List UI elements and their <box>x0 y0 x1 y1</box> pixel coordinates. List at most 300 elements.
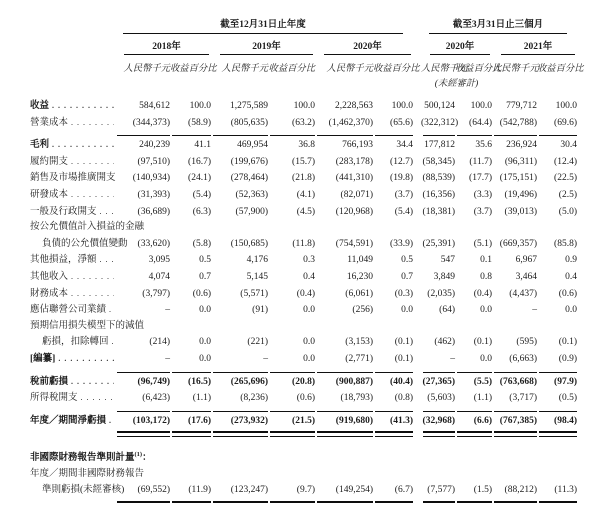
value-cell: 500,124 <box>424 101 455 111</box>
row-label-line <box>30 286 115 303</box>
percent-cell: 100.0 <box>391 101 413 111</box>
value-cell: (256) <box>352 305 373 316</box>
table-row <box>30 390 577 407</box>
row-label <box>30 154 115 171</box>
row-label-text: 稅前虧損 <box>30 376 69 387</box>
year-header: 2021年 <box>501 38 575 55</box>
percent-cell: (0.6) <box>558 288 577 299</box>
column-rule <box>457 368 492 373</box>
row-label <box>30 204 115 221</box>
value-cell: 469,954 <box>237 140 268 151</box>
unit-label: 人民幣千元 <box>421 64 468 74</box>
dot-leader <box>81 390 114 407</box>
value-cell: 177,812 <box>424 140 455 151</box>
percent-cell: (11.7) <box>469 156 492 167</box>
value-cell: (278,464) <box>230 173 268 184</box>
table-row <box>30 302 577 319</box>
row-label-text: 所得稅開支 <box>30 393 78 404</box>
row-label <box>30 351 115 368</box>
value-cell: (97,510) <box>137 156 170 167</box>
percent-cell: 0.0 <box>199 353 211 364</box>
column-rule <box>539 368 577 373</box>
value-cell: (441,310) <box>335 173 373 184</box>
rule-row <box>30 429 577 439</box>
section-heading-text: 非國際財務報告準則計量 <box>30 453 135 464</box>
value-cell: (221) <box>247 337 268 348</box>
percent-cell: (0.1) <box>394 353 413 364</box>
value-cell: (595) <box>516 337 537 348</box>
value-cell: (900,887) <box>335 376 373 387</box>
row-label-line <box>30 98 115 115</box>
table-header-groups <box>30 16 577 34</box>
percent-cell: 41.1 <box>194 140 211 151</box>
percent-cell: (17.7) <box>469 173 492 184</box>
pct-label: 收益百分比 <box>455 64 502 74</box>
table-row <box>30 204 577 221</box>
row-label-line <box>30 204 115 221</box>
percent-cell: 0.0 <box>401 305 413 316</box>
value-cell: 4,074 <box>148 271 170 282</box>
column-rule <box>270 131 315 136</box>
value-cell: 1,275,589 <box>230 101 268 111</box>
value-cell: (754,591) <box>335 238 373 249</box>
percent-cell: (5.4) <box>192 189 211 200</box>
dot-leader <box>71 115 114 132</box>
percent-cell: (85.8) <box>554 238 577 249</box>
row-label-text: 履約開支 <box>30 156 69 167</box>
table-row <box>30 170 577 187</box>
table-row <box>30 319 577 351</box>
row-label <box>30 252 115 269</box>
value-cell: (265,696) <box>230 376 268 387</box>
percent-cell: (0.5) <box>558 393 577 404</box>
percent-cell: (6.6) <box>473 415 492 426</box>
row-label-text: 準則虧損(未經審核) <box>42 485 125 496</box>
column-rule <box>117 131 170 136</box>
table-row <box>30 220 577 252</box>
value-cell: (91) <box>252 305 268 316</box>
column-rule <box>423 368 455 373</box>
row-label-text: 營業成本 <box>30 117 69 128</box>
row-label <box>30 390 115 407</box>
unit-label: 人民幣千元 <box>221 64 268 74</box>
value-cell: 3,095 <box>148 255 170 266</box>
percent-cell: 0.0 <box>303 337 315 348</box>
value-cell: – <box>165 305 170 316</box>
percent-cell: 0.8 <box>480 271 492 282</box>
value-cell: (64) <box>439 305 455 316</box>
percent-cell: (3.7) <box>473 206 492 217</box>
value-cell: (27,365) <box>422 376 455 387</box>
value-cell: 766,193 <box>342 140 373 151</box>
value-cell: (3,153) <box>345 337 373 348</box>
table-header-note <box>30 75 577 89</box>
column-rule <box>457 501 492 505</box>
value-cell: 6,967 <box>515 255 537 266</box>
value-cell: – <box>165 353 170 364</box>
pct-label: 收益百分比 <box>537 64 584 74</box>
table-row <box>30 98 577 115</box>
value-cell: (7,577) <box>427 485 455 496</box>
column-rule <box>270 431 315 437</box>
percent-cell: (21.8) <box>292 173 315 184</box>
column-rule <box>375 407 413 412</box>
row-label-text: 年度／期間淨虧損 <box>30 415 107 426</box>
percent-cell: (19.8) <box>390 173 413 184</box>
value-cell: (805,635) <box>230 117 268 128</box>
value-cell: (33,620) <box>137 238 170 249</box>
percent-cell: (64.4) <box>469 117 492 128</box>
column-rule <box>270 501 315 505</box>
percent-cell: (33.9) <box>390 238 413 249</box>
percent-cell: (11.8) <box>292 238 315 249</box>
percent-cell: 0.3 <box>303 255 315 266</box>
percent-cell: 0.0 <box>565 305 577 316</box>
percent-cell: (5.8) <box>192 238 211 249</box>
row-label-line <box>30 302 115 319</box>
table-row <box>30 374 577 391</box>
value-cell: (3,717) <box>509 393 537 404</box>
value-cell: (88,539) <box>422 173 455 184</box>
value-cell: (18,381) <box>422 206 455 217</box>
year-header: 2020年 <box>430 38 490 55</box>
value-cell: (19,496) <box>504 189 537 200</box>
value-cell: (767,385) <box>499 415 537 426</box>
percent-cell: (6.7) <box>394 485 413 496</box>
row-label-line <box>30 413 115 430</box>
percent-cell: (24.1) <box>188 173 211 184</box>
value-cell: (283,178) <box>335 156 373 167</box>
column-rule <box>317 431 373 437</box>
percent-cell: (0.4) <box>296 288 315 299</box>
percent-cell: (1.5) <box>473 485 492 496</box>
percent-cell: (0.1) <box>473 337 492 348</box>
column-rule <box>494 407 537 412</box>
value-cell: 16,230 <box>346 271 373 282</box>
percent-cell: (3.3) <box>473 189 492 200</box>
column-rule <box>494 131 537 136</box>
value-cell: (123,247) <box>230 485 268 496</box>
table-row <box>30 413 577 430</box>
percent-cell: 34.4 <box>396 140 413 151</box>
unit-label: 人民幣千元 <box>326 64 373 74</box>
row-label-line <box>30 115 115 132</box>
column-rule <box>375 368 413 373</box>
percent-cell: 0.0 <box>480 353 492 364</box>
row-label-line2 <box>30 482 125 499</box>
value-cell: 547 <box>440 255 455 266</box>
value-cell: (214) <box>149 337 170 348</box>
column-rule <box>375 431 413 437</box>
table-header-years <box>30 38 577 55</box>
table-header-units <box>30 60 584 74</box>
percent-cell: (9.7) <box>296 485 315 496</box>
value-cell: (32,968) <box>422 415 455 426</box>
row-label-text: 收益 <box>30 101 50 111</box>
row-label-text: 虧損，扣除轉回 <box>42 337 109 348</box>
column-rule <box>213 501 268 505</box>
section-heading-colon: ： <box>142 453 152 464</box>
value-cell: (88,212) <box>504 485 537 496</box>
percent-cell: (0.9) <box>558 353 577 364</box>
dot-leader <box>71 269 114 286</box>
row-label-line2 <box>30 334 115 351</box>
row-label-line1: 按公允價值計入損益的金融 <box>30 222 145 233</box>
row-label-line <box>30 137 115 154</box>
percent-cell: (16.7) <box>188 156 211 167</box>
dot-leader <box>52 137 114 154</box>
percent-cell: (16.5) <box>188 376 211 387</box>
percent-cell: (41.3) <box>390 415 413 426</box>
value-cell: – <box>532 305 537 316</box>
value-cell: (36,689) <box>137 206 170 217</box>
column-rule <box>213 431 268 437</box>
percent-cell: (15.7) <box>292 156 315 167</box>
percent-cell: (4.5) <box>296 206 315 217</box>
row-label <box>30 286 115 303</box>
percent-cell: (58.9) <box>188 117 211 128</box>
percent-cell: (0.4) <box>473 288 492 299</box>
percent-cell: 0.0 <box>199 337 211 348</box>
unit-label: 人民幣千元 <box>492 64 539 74</box>
table-row <box>30 351 577 368</box>
percent-cell: 100.0 <box>470 101 492 111</box>
row-label-text: 一般及行政開支 <box>30 206 97 217</box>
column-rule <box>423 131 455 136</box>
column-rule <box>117 431 170 437</box>
table-row <box>30 467 577 499</box>
row-label-text: 其他損益，淨額 <box>30 255 97 266</box>
column-rule <box>539 431 577 437</box>
row-label-line <box>30 269 115 286</box>
row-label <box>30 467 145 499</box>
pct-label: 收益百分比 <box>268 64 315 74</box>
year-header: 2018年 <box>124 38 209 55</box>
percent-cell: 100.0 <box>189 101 211 111</box>
row-label <box>30 170 115 187</box>
value-cell: (57,900) <box>235 206 268 217</box>
row-label <box>30 115 115 132</box>
percent-cell: (11.3) <box>554 485 577 496</box>
percent-cell: (65.6) <box>390 117 413 128</box>
percent-cell: 36.8 <box>298 140 315 151</box>
row-label-line1: 年度／期間非國際財務報告 <box>30 468 145 479</box>
percent-cell: 0.1 <box>480 255 492 266</box>
column-rule <box>457 407 492 412</box>
value-cell: (5,571) <box>240 288 268 299</box>
value-cell: (150,685) <box>230 238 268 249</box>
value-cell: (39,013) <box>504 206 537 217</box>
column-rule <box>423 501 455 505</box>
row-label-line2 <box>30 236 128 253</box>
row-label-line <box>30 187 115 204</box>
percent-cell: 0.9 <box>565 255 577 266</box>
value-cell: 240,239 <box>139 140 170 151</box>
column-rule <box>457 431 492 437</box>
column-rule <box>539 407 577 412</box>
percent-cell: (0.1) <box>558 337 577 348</box>
value-cell: (919,680) <box>335 415 373 426</box>
table-row <box>30 269 577 286</box>
value-cell: 4,176 <box>246 255 268 266</box>
value-cell: (120,968) <box>335 206 373 217</box>
dot-leader <box>71 286 114 303</box>
value-cell: – <box>450 353 455 364</box>
value-cell: (1,462,370) <box>328 117 373 128</box>
percent-cell: (6.3) <box>192 206 211 217</box>
table-row <box>30 115 577 132</box>
column-rule <box>270 368 315 373</box>
row-label-line <box>30 170 115 187</box>
value-cell: (6,423) <box>142 393 170 404</box>
column-rule <box>494 368 537 373</box>
value-cell: (2,771) <box>345 353 373 364</box>
column-rule <box>213 407 268 412</box>
section-heading <box>30 451 577 467</box>
table-row <box>30 154 577 171</box>
value-cell: 236,924 <box>506 140 537 151</box>
value-cell: 3,464 <box>515 271 537 282</box>
column-rule <box>172 431 211 437</box>
column-rule <box>117 501 170 505</box>
percent-cell: 35.6 <box>475 140 492 151</box>
column-rule <box>494 501 537 505</box>
column-rule <box>539 501 577 505</box>
value-cell: (462) <box>434 337 455 348</box>
row-label <box>30 220 145 252</box>
percent-cell: 100.0 <box>555 101 577 111</box>
dot-leader <box>100 204 114 221</box>
percent-cell: 100.0 <box>293 101 315 111</box>
value-cell: (3,797) <box>142 288 170 299</box>
value-cell: (669,357) <box>499 238 537 249</box>
value-cell: (4,437) <box>509 288 537 299</box>
value-cell: (18,793) <box>340 393 373 404</box>
percent-cell: (4.1) <box>296 189 315 200</box>
column-rule <box>317 407 373 412</box>
dot-leader <box>100 252 114 269</box>
percent-cell: 0.7 <box>401 271 413 282</box>
column-rule <box>494 431 537 437</box>
table-row <box>30 187 577 204</box>
column-rule <box>317 501 373 505</box>
dot-leader <box>109 302 114 319</box>
value-cell: (140,934) <box>132 173 170 184</box>
pct-label: 收益百分比 <box>170 64 217 74</box>
percent-cell: (5.0) <box>558 206 577 217</box>
column-rule <box>172 368 211 373</box>
dot-leader <box>71 374 114 391</box>
column-rule <box>317 131 373 136</box>
percent-cell: (11.9) <box>188 485 211 496</box>
percent-cell: (69.6) <box>554 117 577 128</box>
dot-leader <box>109 413 114 430</box>
unit-label: 人民幣千元 <box>123 64 170 74</box>
percent-cell: 0.0 <box>199 305 211 316</box>
row-label <box>30 374 115 391</box>
row-label <box>30 187 115 204</box>
dot-leader <box>52 98 114 115</box>
percent-cell: 0.0 <box>480 305 492 316</box>
row-label-text: 銷售及市場推廣開支 <box>30 173 116 184</box>
percent-cell: 0.0 <box>303 353 315 364</box>
column-rule <box>457 131 492 136</box>
value-cell: (52,363) <box>235 189 268 200</box>
value-cell: (8,236) <box>240 393 268 404</box>
percent-cell: (21.5) <box>292 415 315 426</box>
row-label <box>30 413 115 430</box>
pct-label: 收益百分比 <box>373 64 420 74</box>
percent-cell: 30.4 <box>560 140 577 151</box>
column-rule <box>172 501 211 505</box>
percent-cell: (97.9) <box>554 376 577 387</box>
percent-cell: (0.6) <box>192 288 211 299</box>
dot-leader <box>112 334 114 351</box>
value-cell: (175,151) <box>499 173 537 184</box>
row-label <box>30 269 115 286</box>
column-rule <box>270 407 315 412</box>
column-rule <box>117 407 170 412</box>
row-label-line1: 預期信用損失模型下的減值 <box>30 320 145 331</box>
value-cell: (69,552) <box>137 485 170 496</box>
value-cell: 3,849 <box>433 271 455 282</box>
value-cell: (16,356) <box>422 189 455 200</box>
group-title-quarterly: 截至3月31日止三個月 <box>429 16 567 34</box>
percent-cell: 0.4 <box>565 271 577 282</box>
table-row <box>30 252 577 269</box>
row-label-line <box>30 252 115 269</box>
percent-cell: (1.1) <box>473 393 492 404</box>
year-header: 2020年 <box>324 38 411 55</box>
group-title-annual: 截至12月31日止年度 <box>123 16 403 34</box>
column-rule <box>213 368 268 373</box>
percent-cell: (40.4) <box>390 376 413 387</box>
percent-cell: (0.1) <box>394 337 413 348</box>
row-label-text: 負債的公允價值變動 <box>42 238 128 249</box>
column-rule <box>423 431 455 437</box>
row-label-line <box>30 154 115 171</box>
column-rule <box>375 131 413 136</box>
value-cell: – <box>263 353 268 364</box>
financial-table <box>30 16 584 505</box>
percent-cell: (2.5) <box>558 189 577 200</box>
percent-cell: (0.6) <box>296 393 315 404</box>
value-cell: (5,603) <box>427 393 455 404</box>
value-cell: (96,311) <box>504 156 537 167</box>
percent-cell: (0.8) <box>394 393 413 404</box>
row-label-text: 毛利 <box>30 140 50 151</box>
value-cell: (763,668) <box>499 376 537 387</box>
row-label-text: [編纂] <box>30 353 56 364</box>
value-cell: (25,391) <box>422 238 455 249</box>
percent-cell: (12.4) <box>554 156 577 167</box>
percent-cell: 0.4 <box>303 271 315 282</box>
value-cell: (103,172) <box>132 415 170 426</box>
row-label <box>30 319 145 351</box>
percent-cell: 0.5 <box>401 255 413 266</box>
dot-leader <box>71 187 114 204</box>
row-label <box>30 302 115 319</box>
value-cell: (149,254) <box>335 485 373 496</box>
row-label-text: 研發成本 <box>30 189 69 200</box>
percent-cell: (5.5) <box>473 376 492 387</box>
value-cell: (31,393) <box>137 189 170 200</box>
row-label <box>30 137 115 154</box>
percent-cell: (5.1) <box>473 238 492 249</box>
value-cell: 584,612 <box>139 101 170 111</box>
percent-cell: (1.1) <box>192 393 211 404</box>
row-label-text: 其他收入 <box>30 271 69 282</box>
